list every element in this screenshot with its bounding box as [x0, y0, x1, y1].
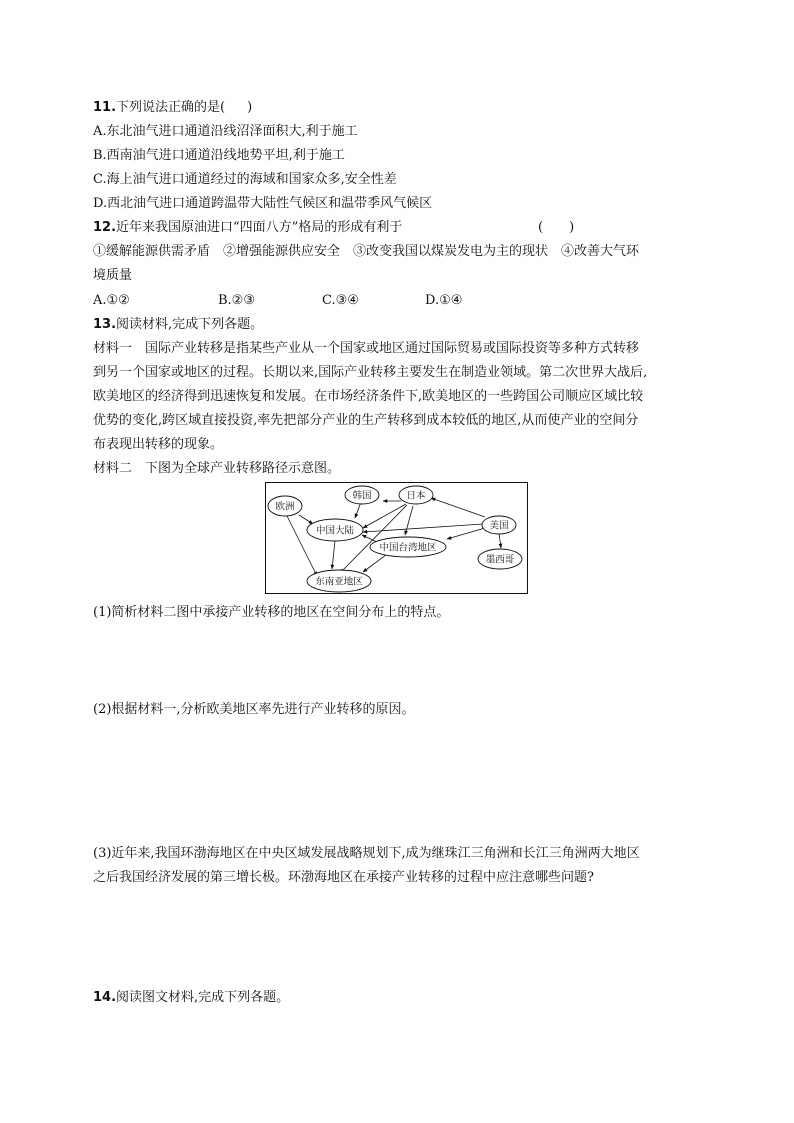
q11-option-d: D.西北油气进口通道跨温带大陆性气候区和温带季风气候区	[93, 196, 433, 211]
q14-number: 14.	[93, 990, 117, 1005]
q11-stem	[93, 100, 252, 116]
label-korea: 韩国	[352, 490, 372, 502]
label-usa: 美国	[489, 520, 509, 532]
arrow-usa-mainland	[363, 524, 483, 532]
q12-stem	[93, 220, 402, 236]
arrow-usa-mexico	[499, 533, 501, 548]
arrow-japan-mainland	[363, 504, 406, 528]
industry-transfer-diagram	[265, 482, 528, 594]
arrow-europe-mainland	[299, 515, 313, 524]
label-japan: 日本	[406, 490, 426, 502]
q11-option-a: A.东北油气进口通道沿线沼泽面积大,利于施工	[93, 124, 358, 139]
q12-options	[93, 293, 462, 309]
q13-sub1: (1)简析材料二图中承接产业转移的地区在空间分布上的特点。	[93, 605, 450, 620]
q13-number: 13.	[93, 317, 117, 332]
q13-sub3-line2: 之后我国经济发展的第三增长极。环渤海地区在承接产业转移的过程中应注意哪些问题?	[93, 870, 594, 885]
arrow-usa-japan	[431, 498, 485, 517]
q13-material1-line1: 材料一 国际产业转移是指某些产业从一个国家或地区通过国际贸易或国际投资等多种方式转移	[93, 341, 640, 356]
q13-sub2: (2)根据材料一,分析欧美地区率先进行产业转移的原因。	[93, 702, 415, 717]
arrow-taiwan-mainland	[362, 535, 377, 542]
label-mainland: 中国大陆	[315, 525, 355, 537]
q12-option-b: B.②③	[218, 293, 255, 308]
q12-stem-text: 近年来我国原油进口“四面八方”格局的形成有利于	[116, 220, 403, 235]
q12-option-d: D.①④	[425, 293, 463, 308]
q13-material1-line4: 优势的变化,跨区域直接投资,率先把部分产业的生产转移到成本较低的地区,从而使产业的空间分	[93, 413, 639, 428]
q14-stem	[93, 990, 289, 1006]
q11-number: 11.	[93, 100, 117, 115]
q13-material1-line5: 布表现出转移的现象。	[93, 437, 224, 452]
q11-stem-text: 下列说法正确的是(	[116, 100, 226, 115]
label-europe: 欧洲	[275, 501, 295, 513]
label-taiwan: 中国台湾地区	[379, 542, 437, 554]
q13-stem-text: 阅读材料,完成下列各题。	[116, 317, 264, 332]
label-sea: 东南亚地区	[315, 576, 363, 588]
q13-stem	[93, 317, 263, 333]
arrow-mainland-sea	[332, 541, 335, 569]
q13-sub3-line1: (3)近年来,我国环渤海地区在中央区域发展战略规划下,成为继珠江三角洲和长江三角洲两大地区	[93, 846, 640, 861]
q12-option-a: A.①②	[93, 293, 130, 308]
q12-option-c: C.③④	[322, 293, 359, 308]
arrow-usa-taiwan	[447, 528, 485, 539]
q11-option-b: B.西南油气进口通道沿线地势平坦,利于施工	[93, 148, 345, 163]
q12-number: 12.	[93, 220, 117, 235]
arrow-japan-taiwan	[405, 506, 413, 535]
q13-material2: 材料二 下图为全球产业转移路径示意图。	[93, 461, 341, 476]
q12-items-line2: 境质量	[93, 268, 133, 283]
q12-paren: ( )	[538, 220, 575, 235]
q11-option-c: C.海上油气进口通道经过的海域和国家众多,安全性差	[93, 172, 397, 187]
label-mexico: 墨西哥	[485, 554, 515, 566]
q13-material1-line2: 到另一个国家或地区的过程。长期以来,国际产业转移主要发生在制造业领域。第二次世界大战后,	[93, 365, 648, 380]
q14-stem-text: 阅读图文材料,完成下列各题。	[116, 990, 290, 1005]
q12-items-line1: ①缓解能源供需矛盾 ②增强能源供应安全 ③改变我国以煤炭发电为主的现状 ④改善大气环	[93, 244, 640, 259]
q11-stem-close: )	[247, 100, 253, 115]
q13-material1-line3: 欧美地区的经济得到迅速恢复和发展。在市场经济条件下,欧美地区的一些跨国公司顺应区域比较	[93, 389, 644, 404]
